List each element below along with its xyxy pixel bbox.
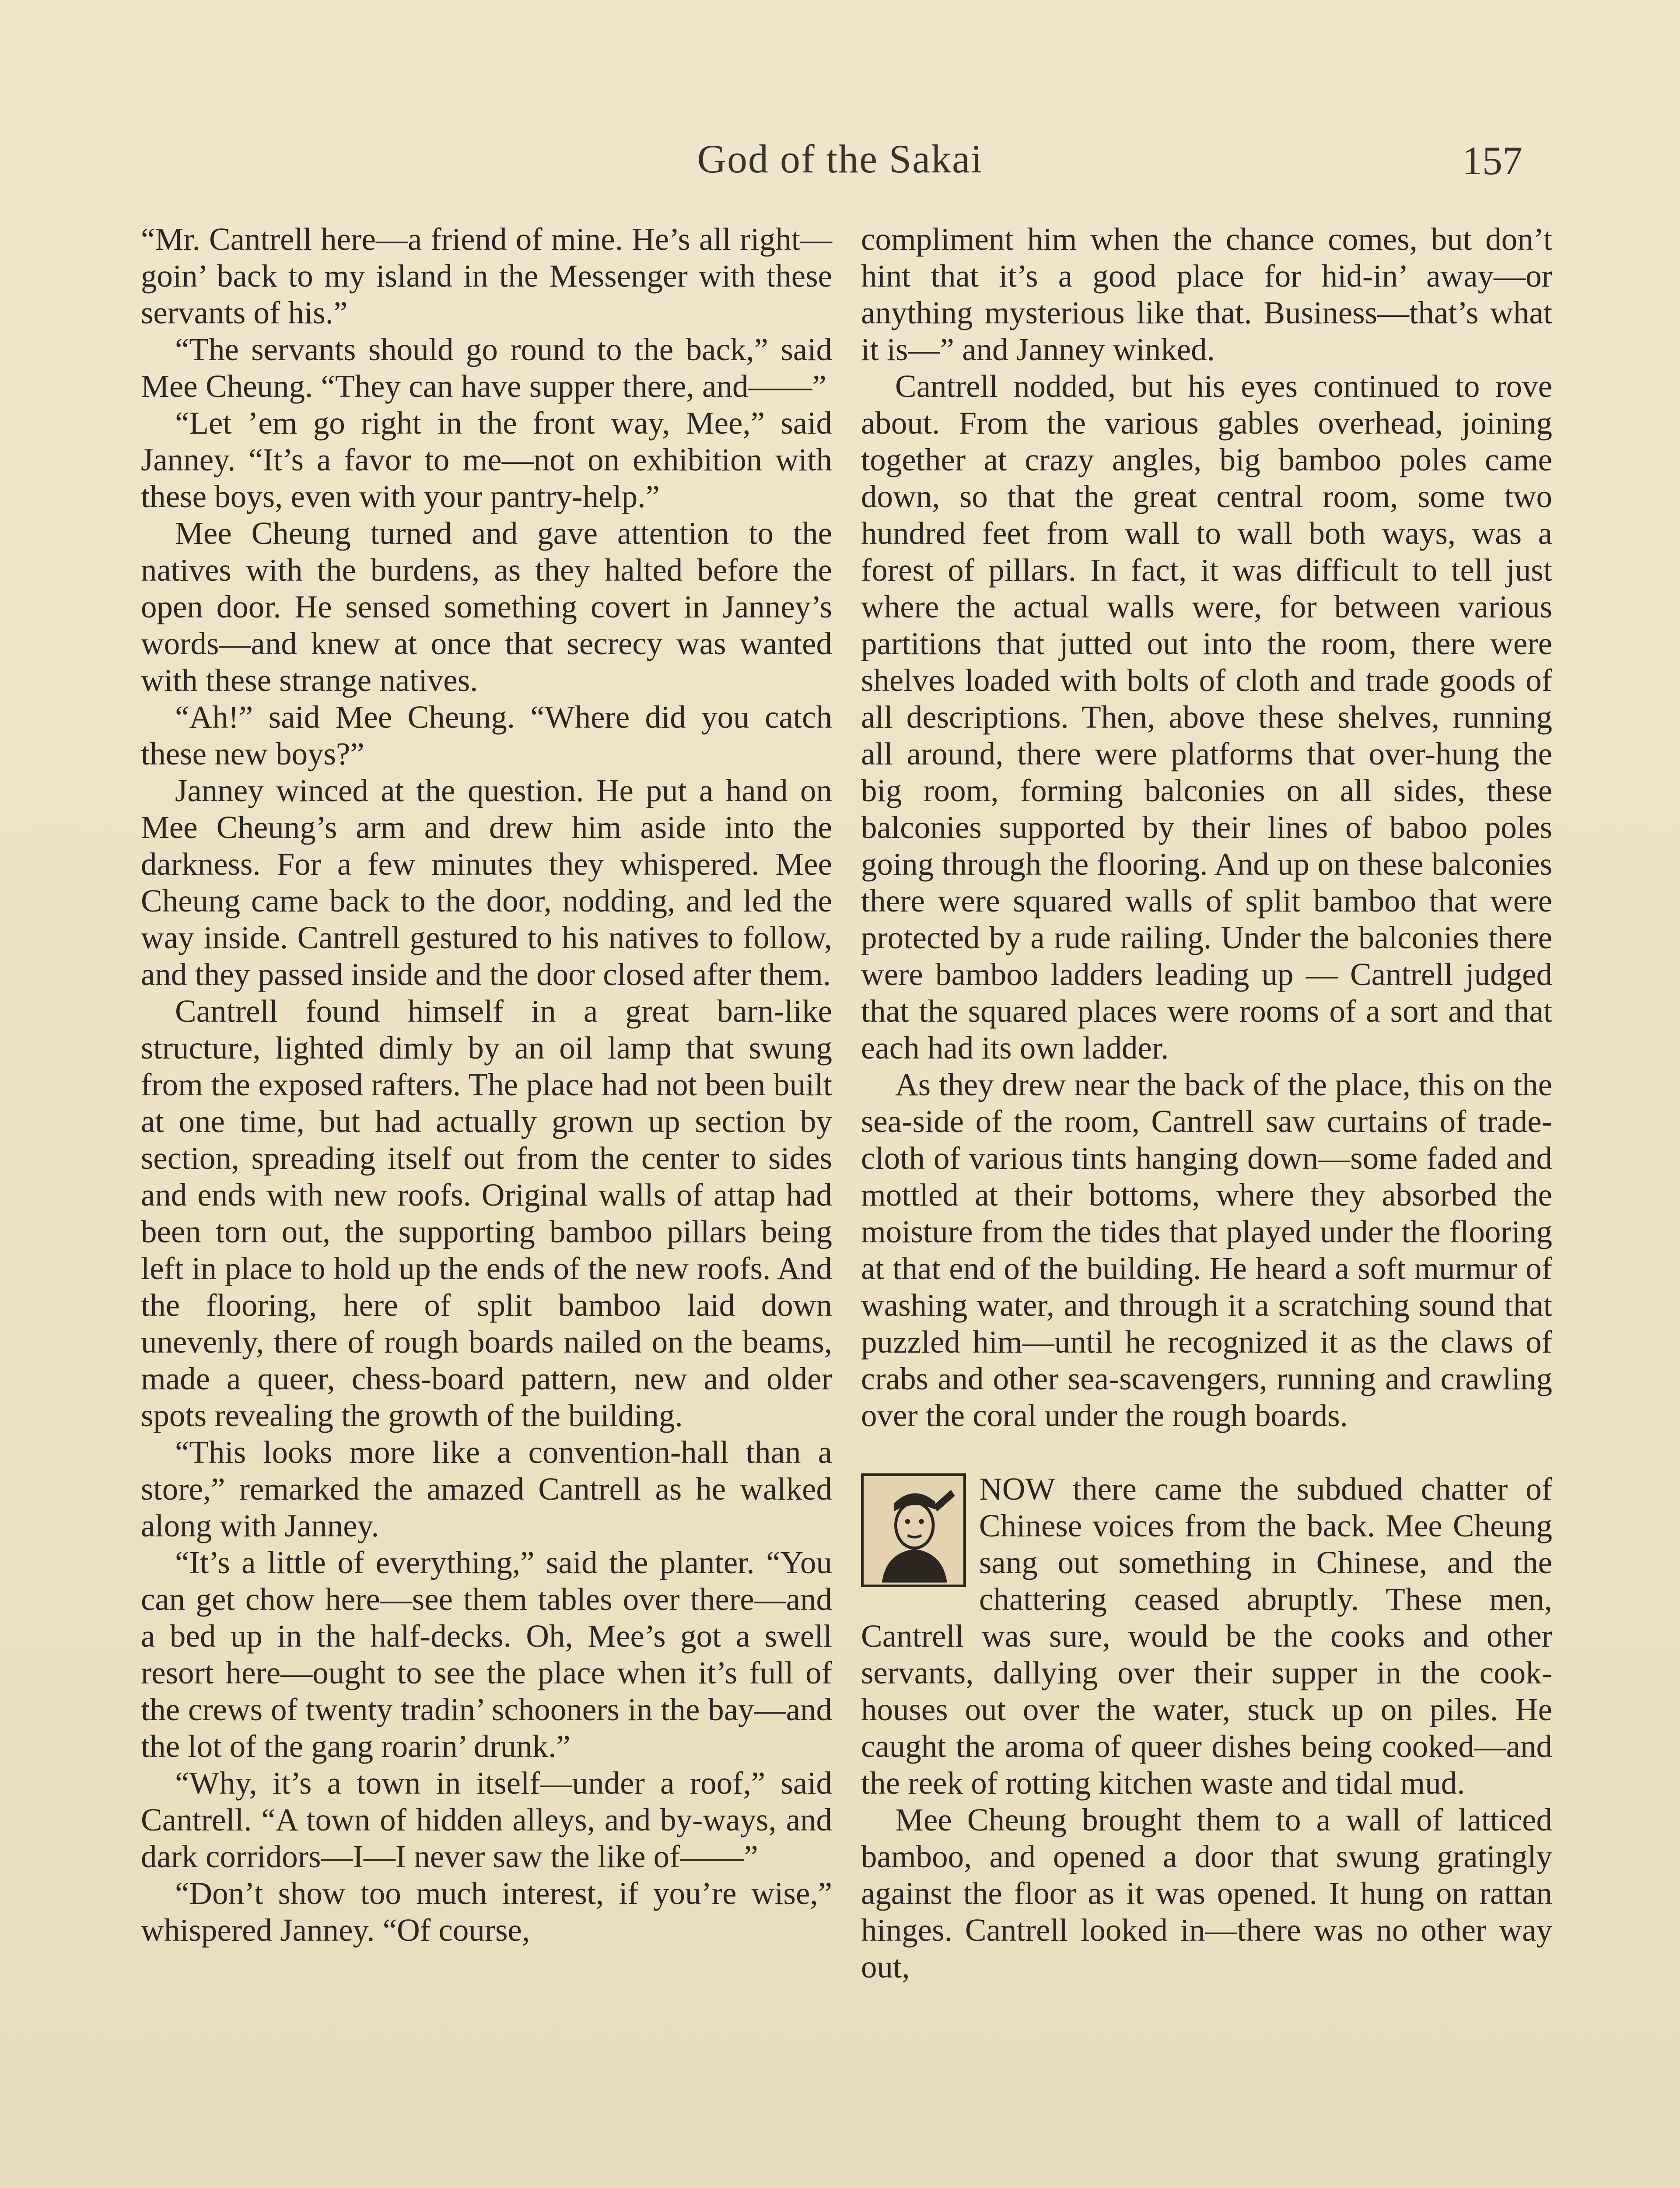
right-column — [861, 221, 1552, 1985]
paragraph: “Ah!” said Mee Cheung. “Where did you catch these new boys?” — [141, 699, 832, 771]
paragraph: “It’s a little of everything,” said the planter. “You can get chow here—see them tables over there—and a bed up in the half-decks. Oh, Mee’s got a swell resort here—ought to see the place when it’s full of the crews of twenty tradin’ schooners in the bay—and the lot of the gang roarin’ drunk.” — [141, 1545, 832, 1764]
left-column — [141, 221, 832, 1949]
paragraph: “Let ’em go right in the front way, Mee,” said Janney. “It’s a favor to me—not on exhibition with these boys, even with your pantry-help.” — [141, 405, 832, 514]
paragraph: Cantrell found himself in a great barn-like structure, lighted dimly by an oil lamp that swung from the exposed rafters. The place had not been built at one time, but had actually grown up section by section, spreading itself out from the center to sides and ends with new roofs. Original walls of attap had been torn out, the supporting bamboo pillars being left in place to hold up the ends of the new roofs. And the flooring, here of split bamboo laid down unevenly, there of rough boards nailed on the beams, made a queer, chess-board pattern, new and older spots revealing the growth of the building. — [141, 993, 832, 1433]
paragraph: Mee Cheung brought them to a wall of latticed bamboo, and opened a door that swung gratingly against the floor as it was opened. It hung on rattan hinges. Cantrell looked in—there was no other way out, — [861, 1802, 1552, 1985]
paragraph: “The servants should go round to the back,” said Mee Cheung. “They can have supper there, and——” — [141, 332, 832, 404]
section-text: there came the subdued chatter of Chinese voices from the back. Mee Cheung sang out something in Chinese, and the chattering ceased abruptly. These men, Cantrell was sure, would be the cooks and other servants, dallying over their supper in the cook-houses out over the water, stuck up on piles. He caught the aroma of queer dishes being cooked—and the reek of rotting kitchen waste and tidal mud. — [861, 1471, 1552, 1801]
portrait-vignette-icon — [861, 1473, 966, 1587]
paragraph: Janney winced at the question. He put a hand on Mee Cheung’s arm and drew him aside into the darkness. For a few minutes they whispered. Mee Cheung came back to the door, nodding, and led the way inside. Cantrell gestured to his natives to follow, and they passed inside and the door closed after them. — [141, 773, 832, 992]
page-number: 157 — [1462, 138, 1522, 183]
paragraph: Mee Cheung turned and gave attention to the natives with the burdens, as they halted before the open door. He sensed something covert in Janney’s words—and knew at once that secrecy was wanted with these strange natives. — [141, 515, 832, 698]
paragraph: “This looks more like a convention-hall than a store,” remarked the amazed Cantrell as he walked along with Janney. — [141, 1434, 832, 1543]
running-title: God of the Sakai — [697, 137, 983, 181]
section-opening — [861, 1471, 1552, 1802]
page-header — [131, 131, 1549, 197]
section-gap — [861, 1434, 1552, 1471]
paragraph: “Why, it’s a town in itself—under a roof,” said Cantrell. “A town of hidden alleys, and by-ways, and dark corridors—I—I never saw the like of——” — [141, 1765, 832, 1874]
paragraph: Cantrell nodded, but his eyes continued to rove about. From the various gables overhead, joining together at crazy angles, big bamboo poles came down, so that the great central room, some two hundred feet from wall to wall both ways, was a forest of pillars. In fact, it was difficult to tell just where the actual walls were, for between various partitions that jutted out into the room, there were shelves loaded with bolts of cloth and trade goods of all descriptions. Then, above these shelves, running all around, there were platforms that over-hung the big room, forming balconies on all sides, these balconies supported by their lines of baboo poles going through the flooring. And up on these balconies there were squared walls of split bamboo that were protected by a rude railing. Under the balconies there were bamboo ladders leading up — Cantrell judged that the squared places were rooms of a sort and that each had its own ladder. — [861, 368, 1552, 1066]
paragraph: “Mr. Cantrell here—a friend of mine. He’s all right—goin’ back to my island in the Messenger with these servants of his.” — [141, 221, 832, 330]
paragraph: As they drew near the back of the place, this on the sea-side of the room, Cantrell saw curtains of trade-cloth of various tints hanging down—some faded and mottled at their bottoms, where they absorbed the moisture from the tides that played under the flooring at that end of the building. He heard a soft murmur of washing water, and through it a scratching sound that puzzled him—until he recognized it as the claws of crabs and other sea-scavengers, running and crawling over the coral under the rough boards. — [861, 1067, 1552, 1433]
paragraph: compliment him when the chance comes, but don’t hint that it’s a good place for hid-in’ away—or anything mysterious like that. Business—that’s what it is—” and Janney winked. — [861, 221, 1552, 367]
paragraph: “Don’t show too much interest, if you’re wise,” whispered Janney. “Of course, — [141, 1876, 832, 1948]
lead-in-word: NOW — [979, 1471, 1055, 1507]
